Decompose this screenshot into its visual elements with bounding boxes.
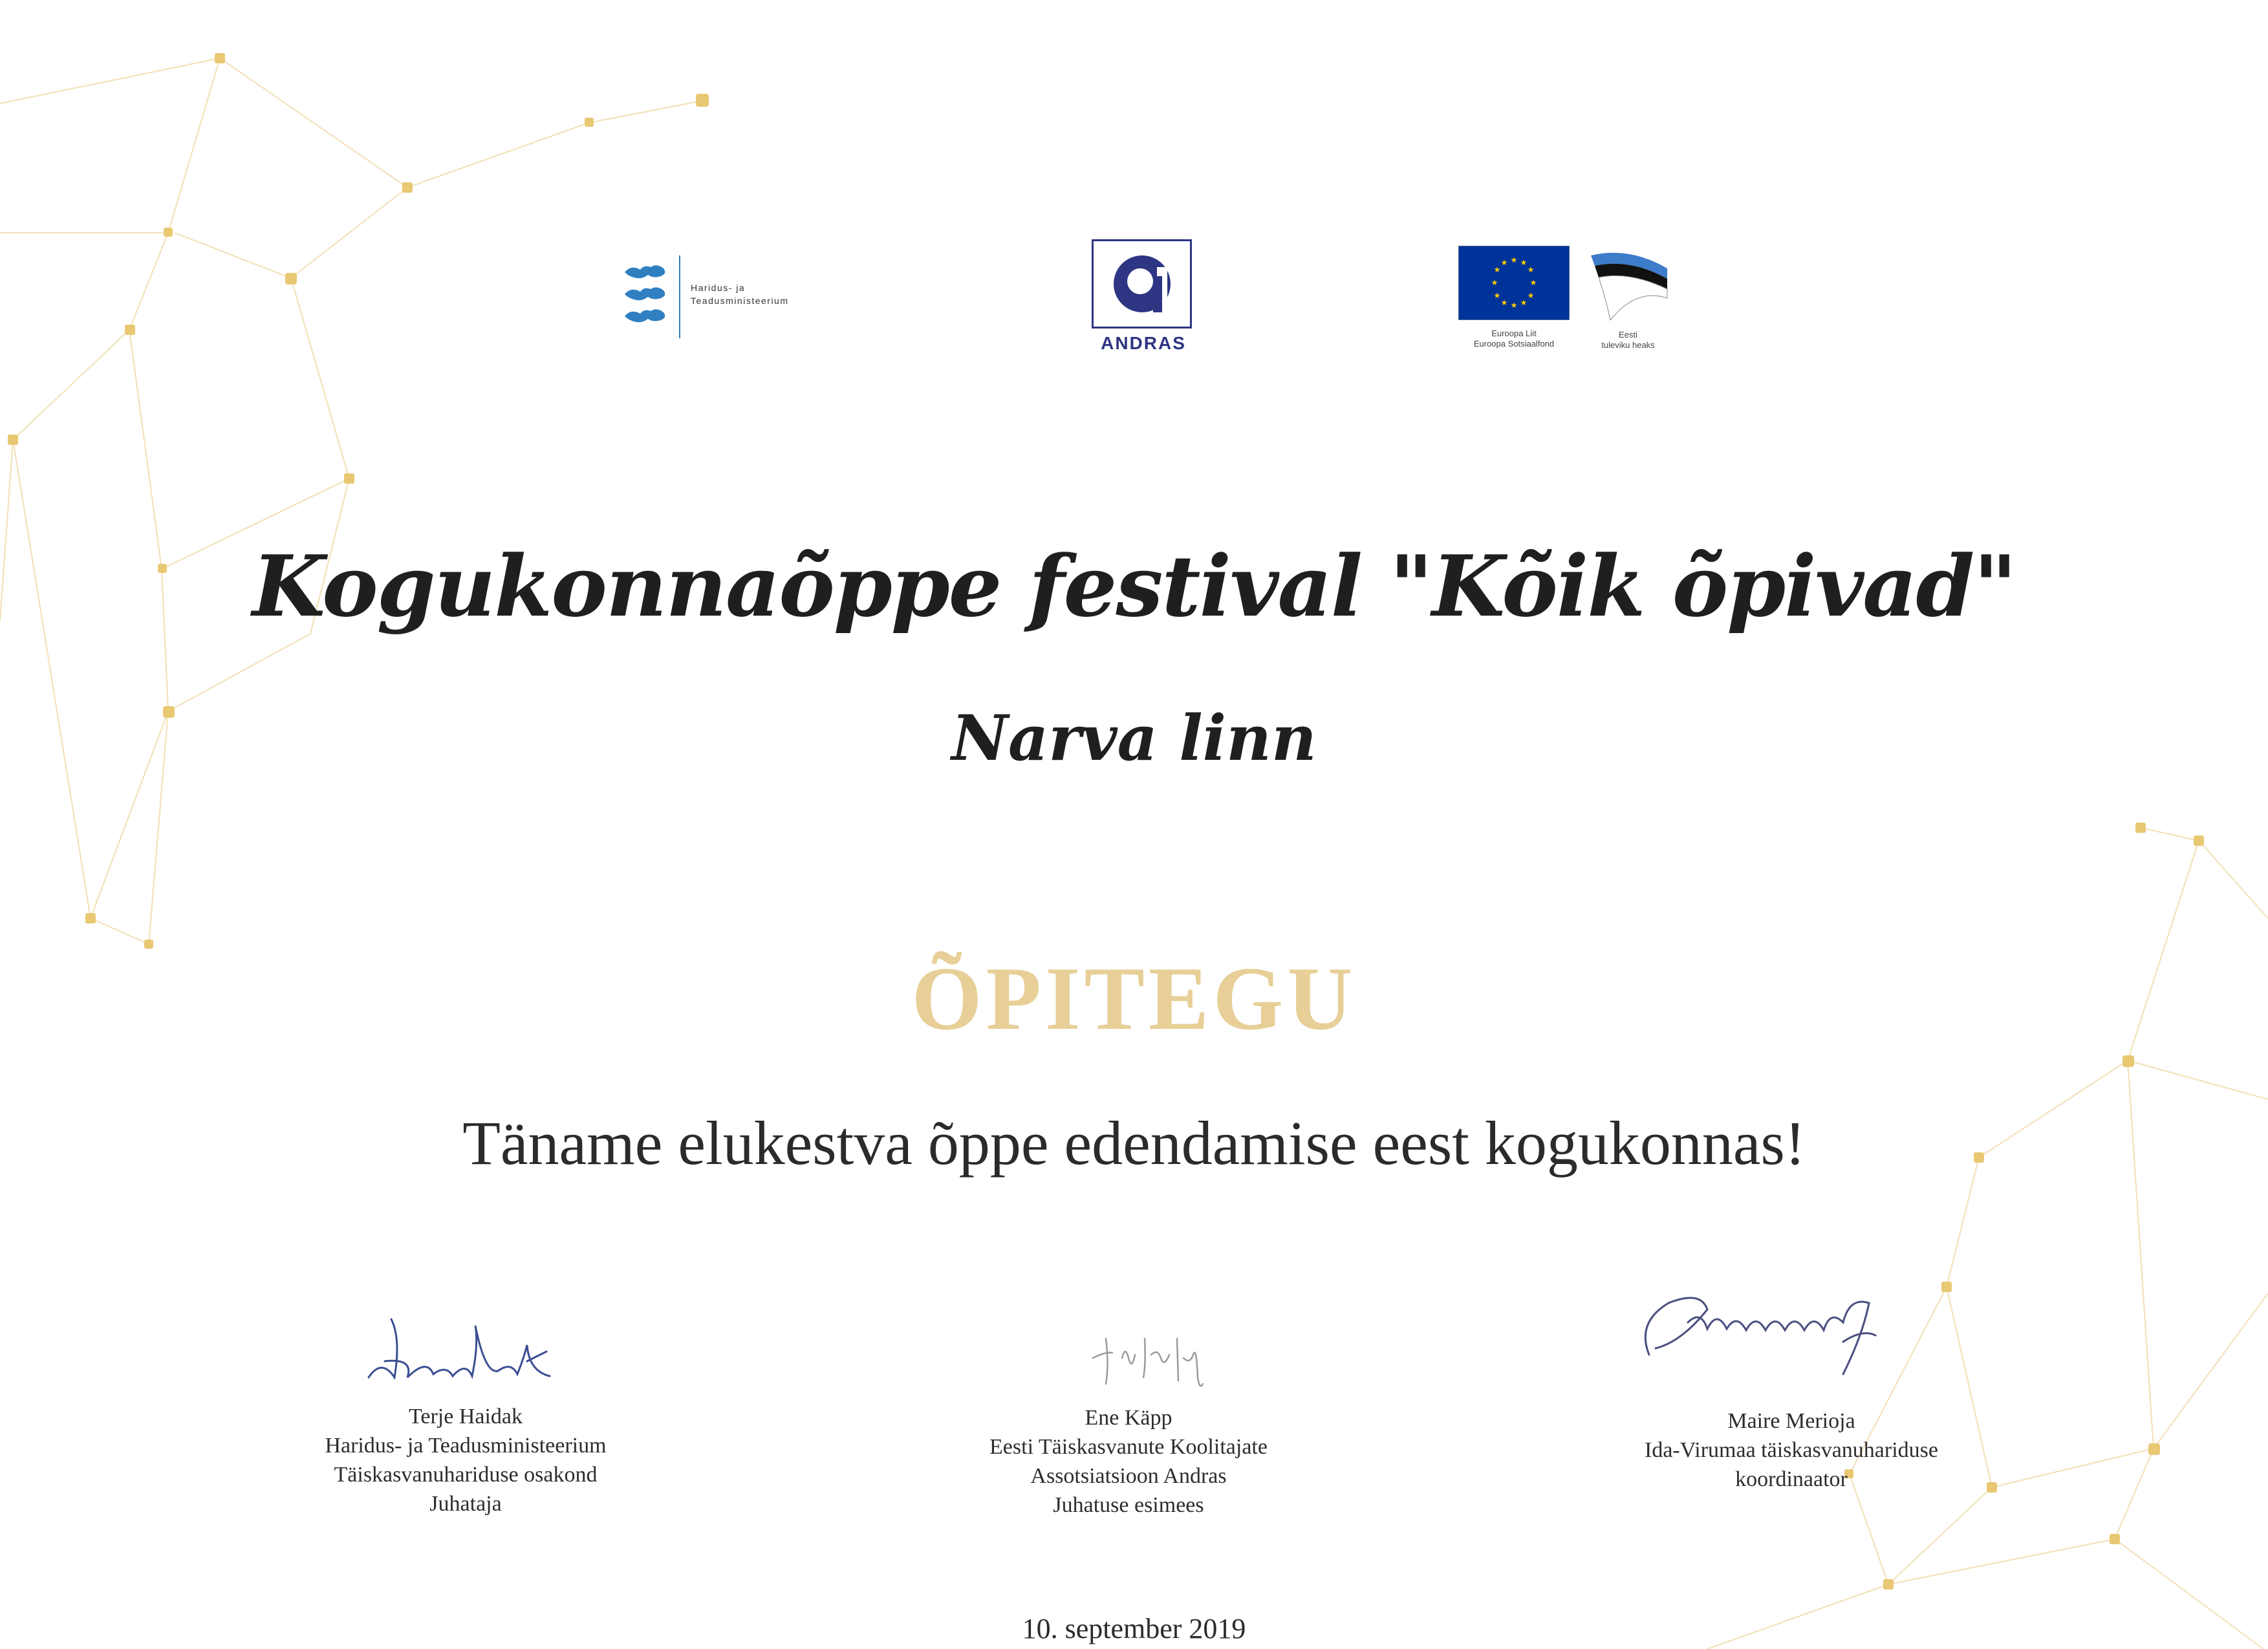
signatory-line: Täiskasvanuhariduse osakond xyxy=(334,1463,598,1487)
issue-date: 10. september 2019 xyxy=(1022,1613,1246,1644)
svg-text:★: ★ xyxy=(1500,298,1508,307)
eu-caption-line-1: Euroopa Liit xyxy=(1491,329,1537,338)
eu-flag-icon xyxy=(1458,246,1570,320)
signatory-2 xyxy=(941,1403,1316,1520)
estonia-caption-line-2: tuleviku heaks xyxy=(1601,340,1655,350)
svg-text:★: ★ xyxy=(1527,265,1535,274)
svg-text:★: ★ xyxy=(1510,255,1518,264)
award-title: ÕPITEGU xyxy=(911,949,1357,1049)
festival-title: Kogukonnaõppe festival "Kõik õpivad" xyxy=(252,537,2016,636)
eu-caption-line-2: Euroopa Sotsiaalfond xyxy=(1473,339,1555,349)
signature-maire-merioja xyxy=(1630,1284,1914,1387)
signatory-line: Ida-Virumaa täiskasvanuhariduse xyxy=(1645,1438,1938,1462)
signatory-line: Juhataja xyxy=(429,1492,502,1516)
signatory-line: koordinaator xyxy=(1735,1467,1848,1491)
letter-a-logo-icon xyxy=(1094,241,1191,327)
svg-text:★: ★ xyxy=(1493,265,1501,274)
signatory-1 xyxy=(278,1402,653,1518)
signatory-line: Eesti Täiskasvanute Koolitajate xyxy=(989,1435,1268,1459)
svg-text:★: ★ xyxy=(1520,258,1528,267)
thanks-message: Täname elukestva õppe edendamise eest kogukonnas! xyxy=(462,1108,1806,1178)
svg-text:★: ★ xyxy=(1529,278,1537,287)
svg-text:★: ★ xyxy=(1493,291,1501,300)
svg-text:★: ★ xyxy=(1500,258,1508,267)
signatory-line: Assotsiatsioon Andras xyxy=(1030,1464,1227,1488)
eu-logo xyxy=(1458,246,1575,359)
city-subtitle: Narva linn xyxy=(951,702,1317,775)
signatory-line: Haridus- ja Teadusministeerium xyxy=(325,1434,607,1458)
ministry-name xyxy=(691,281,789,307)
ministry-line-1: Haridus- ja xyxy=(691,283,746,293)
andras-logo xyxy=(1092,239,1195,352)
ministry-logo xyxy=(621,255,834,339)
estonia-caption xyxy=(1584,330,1672,350)
andras-wordmark: ANDRAS xyxy=(1101,333,1186,353)
svg-text:★: ★ xyxy=(1491,278,1498,287)
ministry-line-2: Teadusministeerium xyxy=(691,296,789,306)
signatory-name: Maire Merioja xyxy=(1727,1409,1855,1433)
svg-text:★: ★ xyxy=(1510,301,1518,310)
signatory-name: Terje Haidak xyxy=(408,1405,523,1428)
signature-ene-kapp xyxy=(1086,1319,1216,1397)
signatory-line: Juhatuse esimees xyxy=(1053,1493,1204,1517)
estonia-caption-line-1: Eesti xyxy=(1619,330,1637,339)
ministry-divider xyxy=(679,255,680,338)
svg-text:★: ★ xyxy=(1520,298,1528,307)
signature-terje-haidak xyxy=(356,1300,569,1397)
andras-frame xyxy=(1092,239,1192,329)
estonia-future-logo xyxy=(1584,249,1675,359)
signatory-name: Ene Käpp xyxy=(1085,1406,1172,1430)
eu-caption xyxy=(1458,329,1570,349)
estonian-flag-wave-icon xyxy=(1584,249,1672,327)
svg-text:★: ★ xyxy=(1527,291,1535,300)
estonian-coat-of-arms-icon xyxy=(621,262,679,333)
signatory-3 xyxy=(1584,1406,1998,1494)
